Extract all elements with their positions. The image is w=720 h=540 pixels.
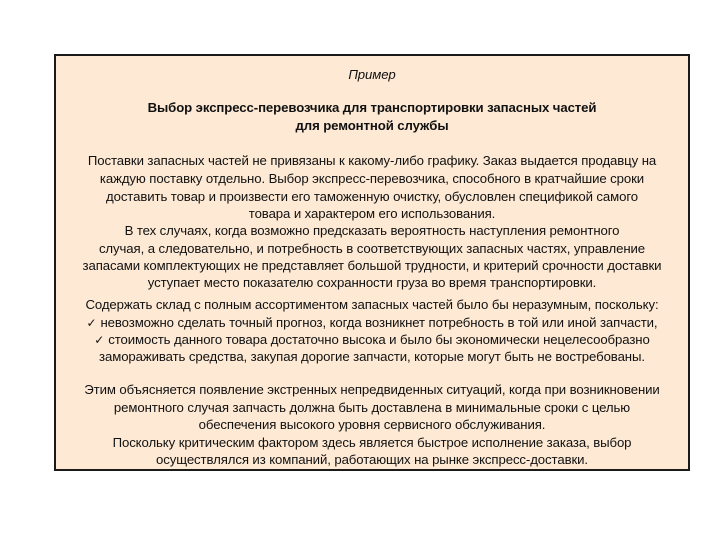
bullet-text: невозможно сделать точный прогноз, когда возникнет потребность в той или иной запчасти, [100,315,658,330]
paragraph-line: осуществлялся из компаний, работающих на рынке экспресс-доставки. [156,452,588,467]
checkmark-icon: ✓ [94,333,105,347]
paragraph-line: уступает место показателю сохранности груза во время транспортировки. [147,275,597,290]
paragraph-line: обеспечения высокого уровня сервисного обслуживания. [198,417,546,432]
example-label: Пример [348,67,396,82]
paragraph-line: Этим объясняется появление экстренных непредвиденных ситуаций, когда при возникновении [84,382,660,397]
title-line: для ремонтной службы [295,118,449,133]
paragraph-line: доставить товар и произвести его таможенную очистку, обусловлен спецификой самого [105,189,639,204]
paragraph-line: Содержать склад с полным ассортиментом запасных частей было бы неразумным, поскольку: [85,297,659,312]
title-line: Выбор экспресс-перевозчика для транспортировки запасных частей [147,100,597,115]
paragraph-line: товара и характером его использования. [248,206,496,221]
checkmark-icon: ✓ [86,316,97,330]
example-text-box [54,54,690,471]
bullet-item [56,314,688,332]
paragraph-line: Поставки запасных частей не привязаны к какому-либо графику. Заказ выдается продавцу на [87,153,657,168]
paragraph-line: ремонтного случая запчасть должна быть доставлена в минимальные сроки с целью [113,400,631,415]
paragraph-line: Поскольку критическим фактором здесь является быстрое исполнение заказа, выбор [112,435,632,450]
paragraph-line: замораживать средства, закупая дорогие запчасти, которые могут быть не востребованы. [99,349,645,364]
bullet-item [56,331,688,349]
bullet-text: стоимость данного товара достаточно высока и было бы экономически нецелесообразно [108,332,650,347]
paragraph-line: запасами комплектующих не представляет большой трудности, и критерий срочности доставки [82,258,662,273]
paragraph-line: случая, а следовательно, и потребность в соответствующих запасных частях, управление [98,241,646,256]
paragraph-line: В тех случаях, когда возможно предсказать вероятность наступления ремонтного [124,223,620,238]
paragraph-line: каждую поставку отдельно. Выбор экспресс-перевозчика, способного в кратчайшие сроки [99,171,645,186]
